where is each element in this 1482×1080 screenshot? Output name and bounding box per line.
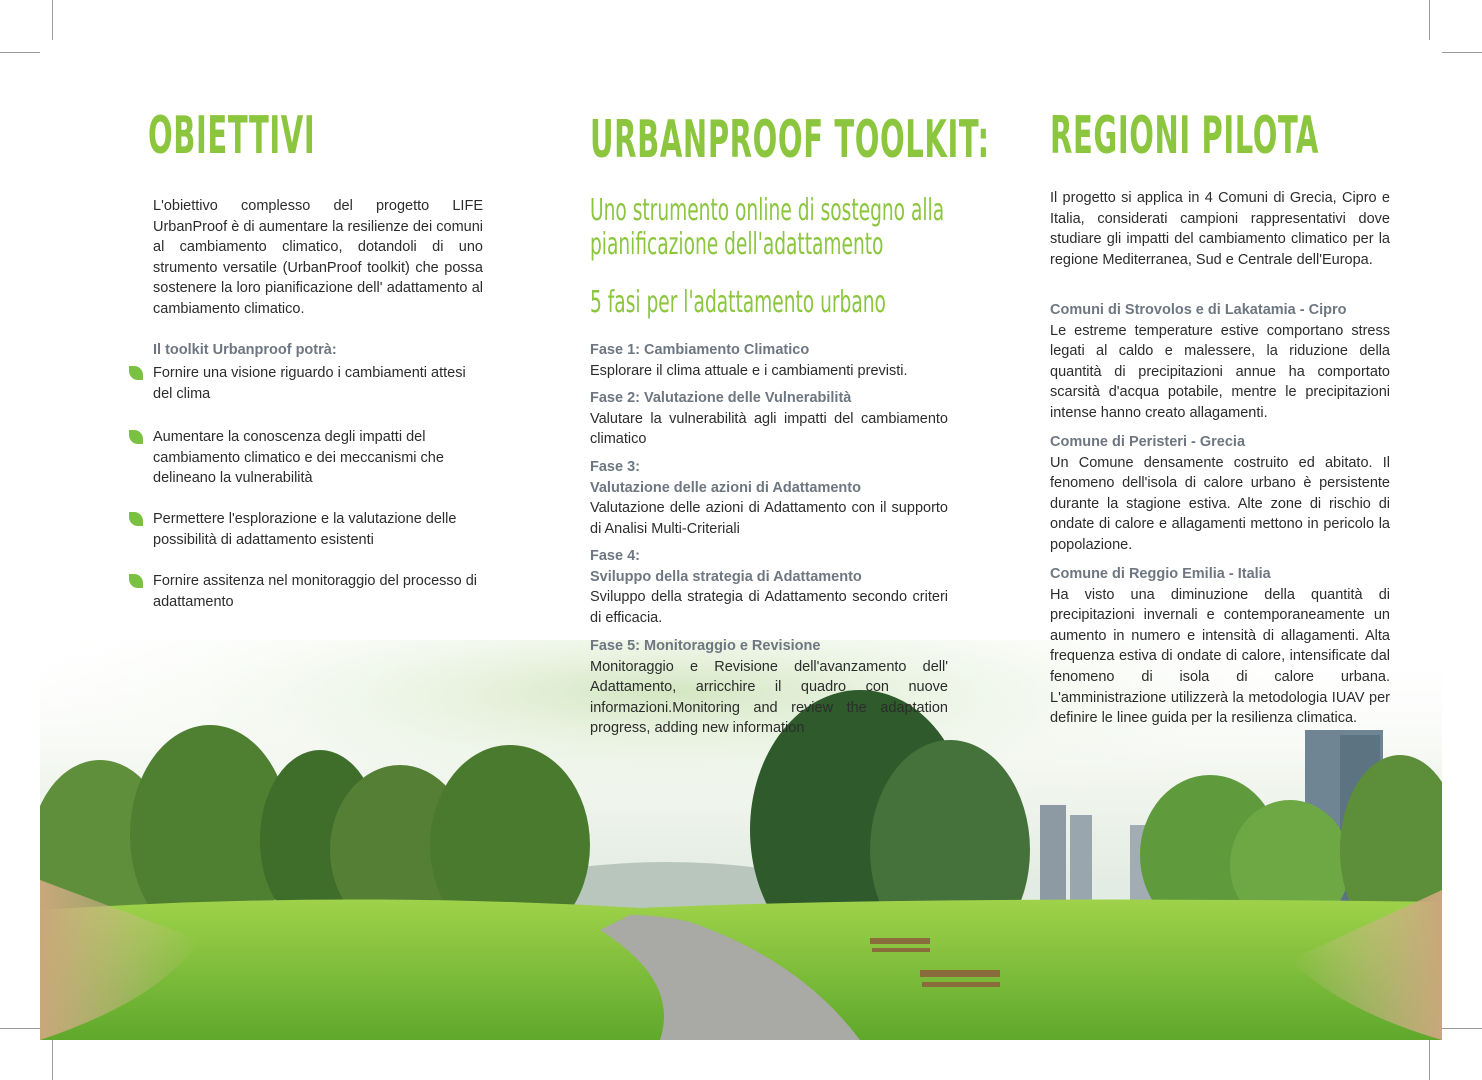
toolkit-title: URBANPROOF TOOLKIT: xyxy=(590,110,990,170)
pilot-regions-title: REGIONI PILOTA xyxy=(1050,106,1319,166)
list-item: Permettere l'esplorazione e la valutazione delle possibilità di adattamento esistenti xyxy=(129,509,489,550)
phase-heading: Fase 2: Valutazione delle Vulnerabilità xyxy=(590,390,852,406)
leaf-bullet-icon xyxy=(129,430,143,444)
phase-text: Sviluppo della strategia di Adattamento secondo criteri di efficacia. xyxy=(590,589,948,626)
phase-5 xyxy=(590,636,948,739)
list-item: Fornire una visione riguardo i cambiamenti attesi del clima xyxy=(129,363,489,404)
phase-2 xyxy=(590,388,948,450)
crop-mark xyxy=(52,0,53,40)
region-italy xyxy=(1050,564,1390,729)
phase-heading: Fase 1: Cambiamento Climatico xyxy=(590,342,810,358)
toolkit-list-heading: Il toolkit Urbanproof potrà: xyxy=(153,342,337,358)
region-heading: Comuni di Strovolos e di Lakatamia - Cipro xyxy=(1050,302,1347,318)
phase-1 xyxy=(590,340,948,381)
list-item: Aumentare la conoscenza degli impatti del cambiamento climatico e dei meccanismi che delineano la vulnerabilità xyxy=(129,427,489,489)
crop-mark xyxy=(0,52,40,53)
crop-mark xyxy=(1429,1040,1430,1080)
leaf-bullet-icon xyxy=(129,366,143,380)
phase-subheading: Sviluppo della strategia di Adattamento xyxy=(590,568,862,585)
region-text: Ha visto una diminuzione della quantità di precipitazioni invernali e contemporaneamente un aumento in numero e intensità di allagamenti. Alta frequenza estiva di ondate di calore, intensificate dal fenomeno di isola di calore urbana. L'amministrazione utilizzerà la metodologia IUAV per definire le linee guida per la resilienza climatica. xyxy=(1050,586,1390,727)
crop-mark xyxy=(1429,0,1430,40)
toolkit-subtitle-line2: pianificazione dell'adattamento xyxy=(590,227,884,262)
phase-heading: Fase 4: xyxy=(590,548,640,564)
list-item: Fornire assitenza nel monitoraggio del processo di adattamento xyxy=(129,571,489,612)
phases-title: 5 fasi per l'adattamento urbano xyxy=(590,285,886,320)
region-heading: Comune di Reggio Emilia - Italia xyxy=(1050,566,1271,582)
region-text: Un Comune densamente costruito ed abitato. Il fenomeno dell'isola di calore urbano è persistente durante la stagione estiva. Alte zone di rischio di ondate di calore e allagamenti mettono in pericolo la popolazione. xyxy=(1050,454,1390,553)
pilot-regions-intro: Il progetto si applica in 4 Comuni di Grecia, Cipro e Italia, considerati campioni rappresentativi dove studiare gli impatti del cambiamento climatico per la regione Mediterranea, Sud e Centrale dell'Europa. xyxy=(1050,190,1390,268)
crop-mark xyxy=(0,1028,40,1029)
phase-heading: Fase 3: xyxy=(590,459,640,475)
region-cyprus xyxy=(1050,300,1390,424)
phase-text: Valutare la vulnerabilità agli impatti del cambiamento climatico xyxy=(590,410,948,448)
region-greece xyxy=(1050,432,1390,556)
objectives-intro: L'obiettivo complesso del progetto LIFE UrbanProof è di aumentare la resilienze dei comuni al cambiamento climatico, dotandoli di uno strumento versatile (UrbanProof toolkit) che possa sostenere la loro pianificazione dell' adattamento al cambiamento climatico. xyxy=(153,198,483,317)
crop-mark xyxy=(1442,52,1482,53)
phase-heading: Fase 5: Monitoraggio e Revisione xyxy=(590,638,821,654)
leaf-bullet-icon xyxy=(129,512,143,526)
crop-mark xyxy=(52,1040,53,1080)
leaf-bullet-icon xyxy=(129,574,143,588)
phase-text: Monitoraggio e Revisione dell'avanzamento dell' Adattamento, arricchire il quadro con nuove informazioni.Monitoring and review the adaptation progress, adding new information xyxy=(590,658,948,737)
phase-4 xyxy=(590,546,948,628)
phase-text: Valutazione delle azioni di Adattamento con il supporto di Analisi Multi-Criteriali xyxy=(590,500,948,537)
crop-mark xyxy=(1442,1028,1482,1029)
objectives-title: OBIETTIVI xyxy=(148,106,316,166)
region-heading: Comune di Peristeri - Grecia xyxy=(1050,434,1246,450)
region-text: Le estreme temperature estive comportano stress legati al caldo e malessere, la riduzione della quantità di precipitazioni annue ha comportato scarsità d'acqua potabile, mentre le precipitazioni intense hanno creato allagamenti. xyxy=(1050,322,1390,421)
phase-3 xyxy=(590,457,948,539)
toolkit-subtitle-line1: Uno strumento online di sostegno alla xyxy=(590,193,945,228)
phase-subheading: Valutazione delle azioni di Adattamento xyxy=(590,479,861,496)
phase-text: Esplorare il clima attuale e i cambiamenti previsti. xyxy=(590,362,908,379)
